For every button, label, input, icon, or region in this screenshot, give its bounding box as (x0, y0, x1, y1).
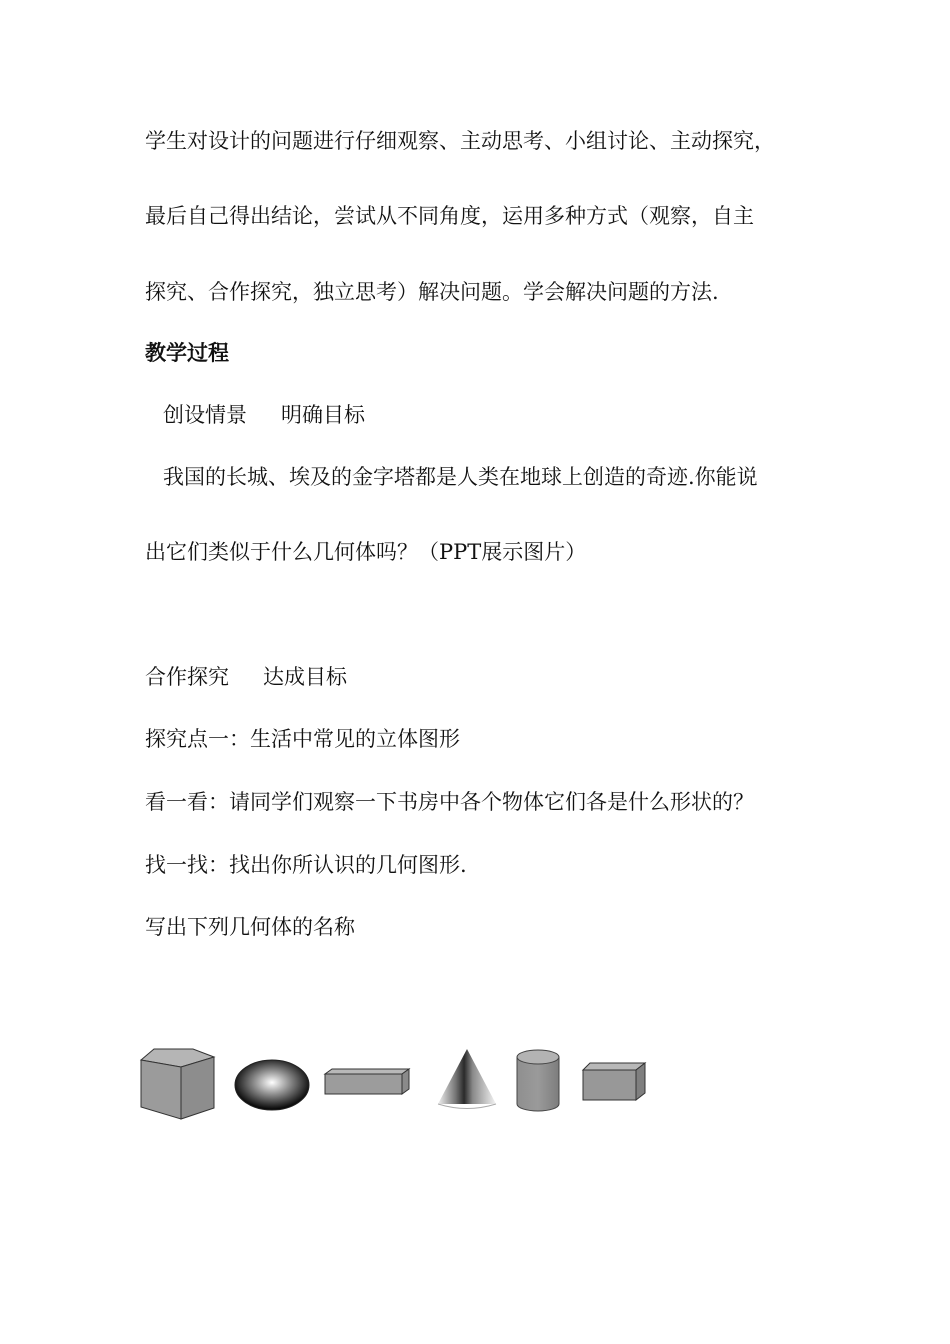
paragraph-2-line-2: 出它们类似于什么几何体吗？（PPT展示图片） (145, 540, 587, 564)
paragraph-1-line-2: 最后自己得出结论，尝试从不同角度，运用多种方式（观察，自主 (145, 204, 754, 228)
section-heading: 教学过程 (145, 341, 229, 365)
step-2-part-b: 达成目标 (263, 665, 347, 689)
explore-point-1: 探究点一：生活中常见的立体图形 (145, 727, 460, 751)
cone-shape (438, 1049, 496, 1109)
step-1-part-b: 明确目标 (281, 403, 365, 427)
cuboid-shape (583, 1063, 645, 1100)
sphere-shape (235, 1060, 309, 1110)
find-instruction: 找一找：找出你所认识的几何图形. (145, 853, 467, 877)
paragraph-1-line-1: 学生对设计的问题进行仔细观察、主动思考、小组讨论、主动探究， (145, 129, 775, 153)
look-instruction: 看一看：请同学们观察一下书房中各个物体它们各是什么形状的？ (145, 790, 754, 814)
write-names-instruction: 写出下列几何体的名称 (145, 915, 355, 939)
step-1-part-a: 创设情景 (163, 403, 247, 427)
pentagonal-prism-shape (141, 1049, 214, 1119)
step-2-part-a: 合作探究 (145, 665, 229, 689)
cylinder-shape (517, 1050, 559, 1111)
step-2-heading (145, 667, 347, 688)
paragraph-2-line-1: 我国的长城、埃及的金字塔都是人类在地球上创造的奇迹.你能说 (163, 465, 758, 489)
paragraph-1-line-3: 探究、合作探究，独立思考）解决问题。学会解决问题的方法. (145, 280, 719, 304)
long-cuboid-shape (325, 1069, 409, 1094)
step-1-heading (163, 405, 365, 426)
geometric-solids-figure (130, 1040, 670, 1130)
